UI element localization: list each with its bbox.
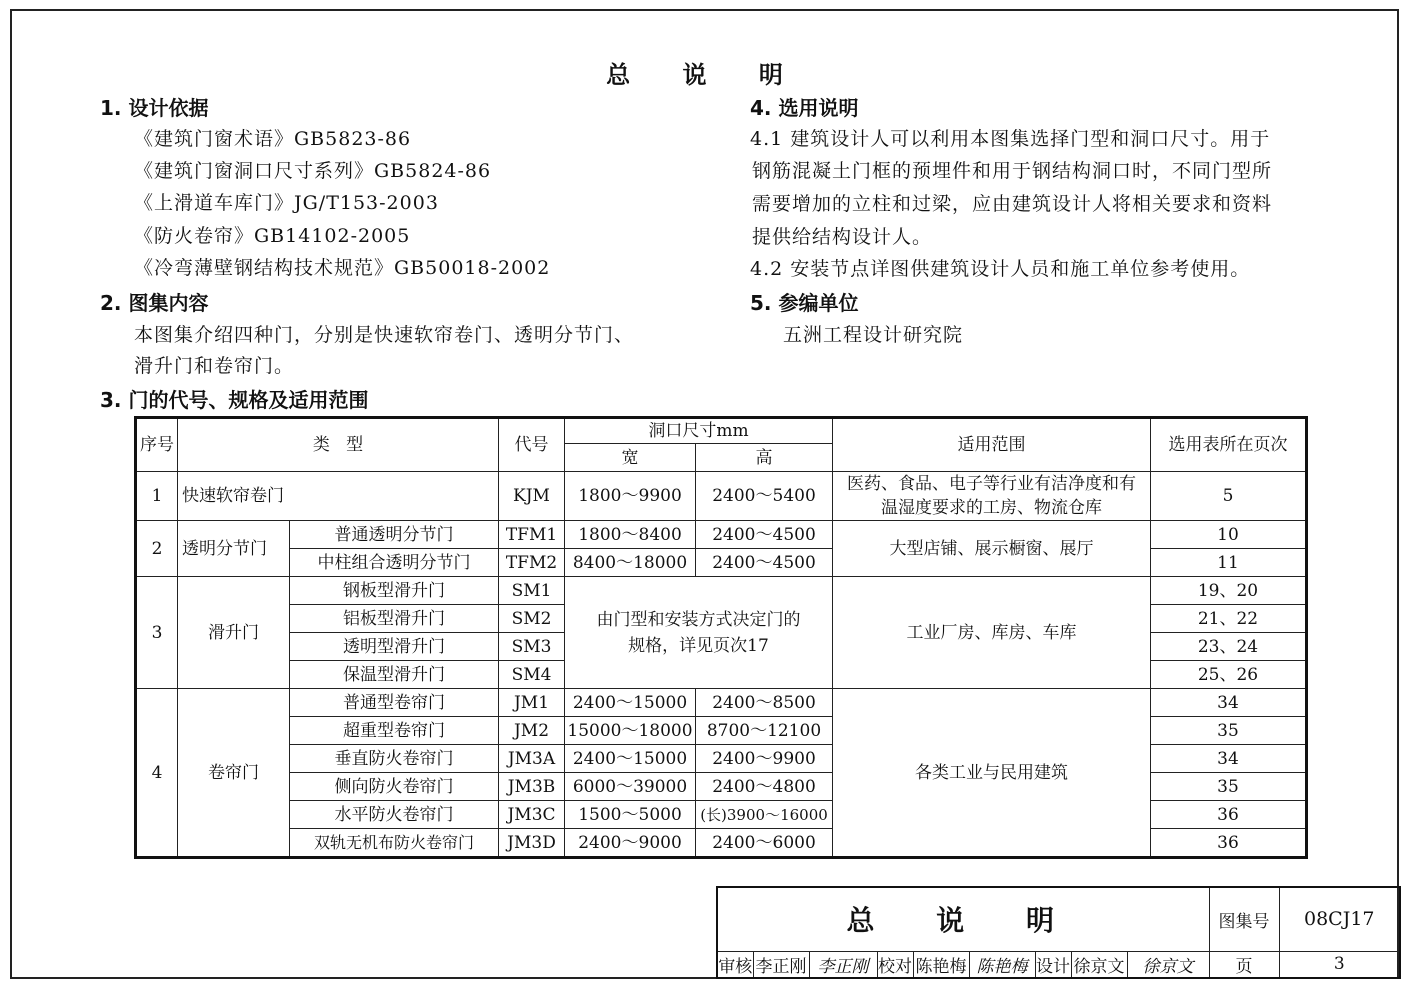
door-subtype: 垂直防火卷帘门 — [290, 745, 499, 773]
row-no: 1 — [136, 472, 178, 521]
height-range: 2400～6000 — [696, 829, 833, 858]
review-label: 审核 — [717, 951, 753, 978]
usage-line: 需要增加的立柱和过梁，应由建筑设计人将相关要求和资料 — [752, 193, 1273, 215]
row-no: 2 — [136, 521, 178, 577]
page-ref: 36 — [1151, 829, 1307, 858]
header-width: 宽 — [565, 444, 696, 472]
header-type: 类 型 — [178, 418, 499, 472]
reference-line: 《上滑道车库门》JG/T153-2003 — [134, 192, 439, 214]
header-code: 代号 — [499, 418, 565, 472]
door-subtype: 透明型滑升门 — [290, 633, 499, 661]
door-subtype: 双轨无机布防火卷帘门 — [290, 829, 499, 858]
section-1-heading: 1. 设计依据 — [100, 96, 209, 120]
content-line: 本图集介绍四种门，分别是快速软帘卷门、透明分节门、 — [134, 324, 635, 346]
door-type: 卷帘门 — [178, 689, 290, 858]
door-subtype: 铝板型滑升门 — [290, 605, 499, 633]
height-range: 2400～8500 — [696, 689, 833, 717]
door-subtype: 普通型卷帘门 — [290, 689, 499, 717]
section-3-heading: 3. 门的代号、规格及适用范围 — [100, 388, 369, 412]
header-no: 序号 — [136, 418, 178, 472]
door-code: JM2 — [499, 717, 565, 745]
table-row — [136, 521, 1307, 549]
page-ref: 19、20 — [1151, 577, 1307, 605]
door-code: TFM1 — [499, 521, 565, 549]
door-subtype: 中柱组合透明分节门 — [290, 549, 499, 577]
page-ref: 35 — [1151, 773, 1307, 801]
width-range: 1800～8400 — [565, 521, 696, 549]
reviewer-signature: 李正刚 — [809, 951, 877, 978]
scope: 各类工业与民用建筑 — [833, 689, 1151, 858]
page-ref: 34 — [1151, 689, 1307, 717]
checker-signature: 陈艳梅 — [969, 951, 1035, 978]
page-ref: 36 — [1151, 801, 1307, 829]
header-scope: 适用范围 — [833, 418, 1151, 472]
door-subtype: 侧向防火卷帘门 — [290, 773, 499, 801]
width-range: 1500～5000 — [565, 801, 696, 829]
width-range: 2400～9000 — [565, 829, 696, 858]
page-ref: 34 — [1151, 745, 1307, 773]
scope: 大型店铺、展示橱窗、展厅 — [833, 521, 1151, 577]
usage-line: 4.2 安装节点详图供建筑设计人员和施工单位参考使用。 — [750, 258, 1251, 280]
height-range: 2400～4500 — [696, 549, 833, 577]
title-block — [716, 886, 1401, 979]
table-row — [136, 577, 1307, 605]
table-row — [136, 689, 1307, 717]
header-height: 高 — [696, 444, 833, 472]
door-code: JM1 — [499, 689, 565, 717]
door-code: KJM — [499, 472, 565, 521]
height-range: 8700～12100 — [696, 717, 833, 745]
door-type: 快速软帘卷门 — [178, 472, 499, 521]
check-label: 校对 — [877, 951, 913, 978]
section-2-heading: 2. 图集内容 — [100, 291, 209, 315]
door-spec-table — [134, 416, 1308, 859]
size-note: 由门型和安装方式决定门的规格，详见页次17 — [565, 577, 833, 689]
width-range: 15000～18000 — [565, 717, 696, 745]
usage-line: 钢筋混凝土门框的预埋件和用于钢结构洞口时，不同门型所 — [752, 160, 1273, 182]
width-range: 6000～39000 — [565, 773, 696, 801]
reference-line: 《防火卷帘》GB14102-2005 — [134, 225, 411, 247]
usage-line: 提供给结构设计人。 — [752, 226, 933, 248]
content-line: 滑升门和卷帘门。 — [134, 355, 295, 377]
page-title: 总 说 明 — [606, 61, 805, 89]
participant-org: 五洲工程设计研究院 — [783, 324, 964, 346]
page-ref: 10 — [1151, 521, 1307, 549]
section-4-heading: 4. 选用说明 — [750, 96, 859, 120]
atlas-label: 图集号 — [1209, 887, 1279, 951]
row-no: 4 — [136, 689, 178, 858]
door-code: JM3C — [499, 801, 565, 829]
height-range: 2400～9900 — [696, 745, 833, 773]
page-ref: 25、26 — [1151, 661, 1307, 689]
table-row — [136, 472, 1307, 521]
door-subtype: 钢板型滑升门 — [290, 577, 499, 605]
height-range: 2400～4500 — [696, 521, 833, 549]
door-code: JM3D — [499, 829, 565, 858]
atlas-number: 08CJ17 — [1279, 887, 1400, 951]
door-code: SM1 — [499, 577, 565, 605]
reviewer-name: 李正刚 — [753, 951, 809, 978]
reference-line: 《建筑门窗洞口尺寸系列》GB5824-86 — [134, 160, 492, 182]
door-type: 透明分节门 — [178, 521, 290, 577]
door-code: JM3A — [499, 745, 565, 773]
width-range: 1800～9900 — [565, 472, 696, 521]
scope: 工业厂房、库房、车库 — [833, 577, 1151, 689]
title-block-title: 总 说 明 — [717, 887, 1209, 951]
height-range: 2400～4800 — [696, 773, 833, 801]
checker-name: 陈艳梅 — [913, 951, 969, 978]
page-number: 3 — [1279, 951, 1400, 978]
reference-line: 《建筑门窗术语》GB5823-86 — [134, 128, 412, 150]
door-code: JM3B — [499, 773, 565, 801]
door-subtype: 水平防火卷帘门 — [290, 801, 499, 829]
width-range: 2400～15000 — [565, 745, 696, 773]
reference-line: 《冷弯薄壁钢结构技术规范》GB50018-2002 — [134, 257, 551, 279]
door-subtype: 保温型滑升门 — [290, 661, 499, 689]
page-ref: 21、22 — [1151, 605, 1307, 633]
design-label: 设计 — [1035, 951, 1071, 978]
usage-line: 4.1 建筑设计人可以利用本图集选择门型和洞口尺寸。用于 — [750, 128, 1271, 150]
door-type: 滑升门 — [178, 577, 290, 689]
header-page: 选用表所在页次 — [1151, 418, 1307, 472]
page-ref: 23、24 — [1151, 633, 1307, 661]
height-range: 2400～5400 — [696, 472, 833, 521]
door-subtype: 超重型卷帘门 — [290, 717, 499, 745]
height-range: (长)3900～16000 — [696, 801, 833, 829]
door-code: TFM2 — [499, 549, 565, 577]
header-opening: 洞口尺寸mm — [565, 418, 833, 444]
width-range: 8400～18000 — [565, 549, 696, 577]
designer-signature: 徐京文 — [1127, 951, 1209, 978]
designer-name: 徐京文 — [1071, 951, 1127, 978]
width-range: 2400～15000 — [565, 689, 696, 717]
page-ref: 11 — [1151, 549, 1307, 577]
page-label: 页 — [1209, 951, 1279, 978]
row-no: 3 — [136, 577, 178, 689]
door-subtype: 普通透明分节门 — [290, 521, 499, 549]
page-ref: 5 — [1151, 472, 1307, 521]
page-ref: 35 — [1151, 717, 1307, 745]
scope: 医药、食品、电子等行业有洁净度和有温湿度要求的工房、物流仓库 — [833, 472, 1151, 521]
section-5-heading: 5. 参编单位 — [750, 291, 859, 315]
door-code: SM2 — [499, 605, 565, 633]
door-code: SM3 — [499, 633, 565, 661]
door-code: SM4 — [499, 661, 565, 689]
